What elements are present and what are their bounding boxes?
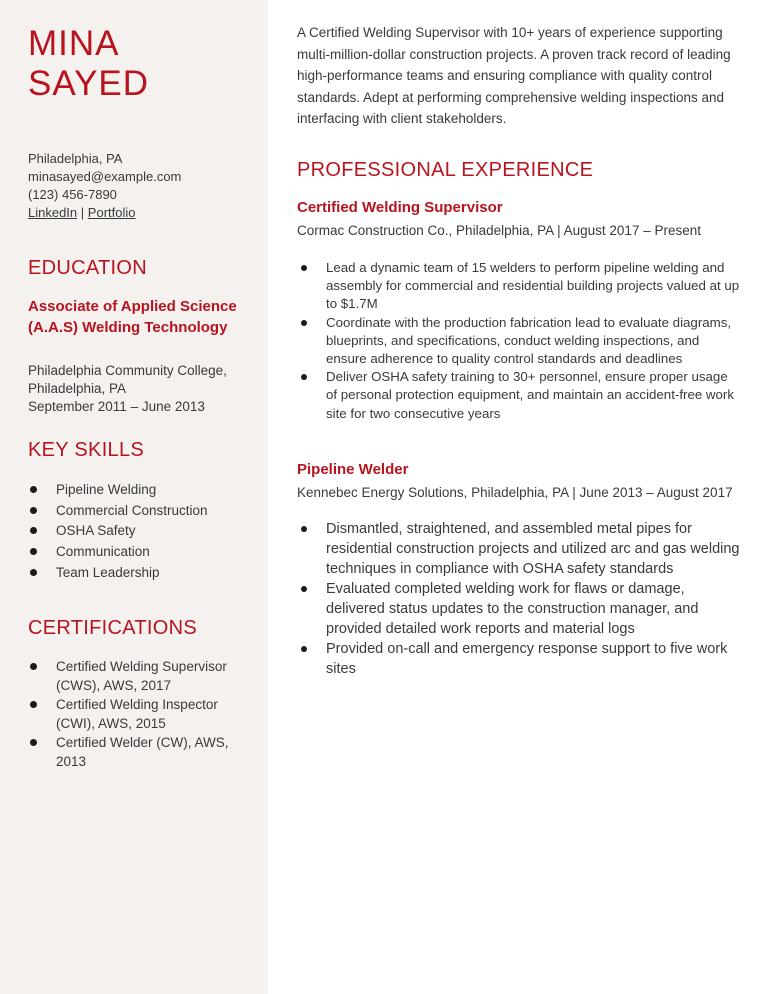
- professional-summary: A Certified Welding Supervisor with 10+ years of experience supporting multi-million-dollar construction projects. A proven track record of leading high-performance teams and ensuring compliance with quality control standards. Adept at performing comprehensive welding inspections and interfacing with client stakeholders.: [297, 25, 731, 126]
- job-meta: Cormac Construction Co., Philadelphia, PA | August 2017 – Present: [297, 223, 701, 238]
- candidate-name: [28, 24, 149, 104]
- contact-block: [28, 150, 181, 222]
- job-bullets: [297, 259, 742, 423]
- portfolio-link[interactable]: Portfolio: [87, 205, 136, 220]
- degree-title: Associate of Applied Science (A.A.S) Welding Technology: [28, 298, 237, 336]
- job-bullet: Dismantled, straightened, and assembled metal pipes for residential construction projects and utilized arc and gas welding techniques in compliance with OSHA safety standards: [297, 519, 742, 579]
- link-separator: |: [80, 205, 85, 220]
- certification-item: Certified Welding Inspector (CWI), AWS, 2015: [28, 695, 243, 733]
- job-bullet: Evaluated completed welding work for flaws or damage, delivered status updates to the construction manager, and provided detailed work reports and material logs: [297, 579, 742, 639]
- certifications-list: [28, 657, 243, 771]
- email: minasayed@example.com: [28, 169, 182, 184]
- certifications-heading: CERTIFICATIONS: [28, 617, 198, 639]
- first-name: MINA: [28, 24, 120, 63]
- skills-heading: KEY SKILLS: [28, 439, 145, 461]
- certification-item: Certified Welding Supervisor (CWS), AWS, 2017: [28, 657, 243, 695]
- job-title: Certified Welding Supervisor: [297, 199, 503, 216]
- education-heading: EDUCATION: [28, 257, 147, 279]
- certification-item: Certified Welder (CW), AWS, 2013: [28, 733, 243, 771]
- skill-item: Communication: [28, 542, 243, 563]
- education-details: [28, 362, 258, 416]
- location: Philadelphia, PA: [28, 151, 123, 166]
- job-bullets: [297, 519, 742, 679]
- job-bullet: Lead a dynamic team of 15 welders to perform pipeline welding and assembly for commercial and residential building projects valued at up to $1.7M: [297, 259, 742, 314]
- phone: (123) 456-7890: [28, 187, 117, 202]
- profile-links: [28, 204, 181, 222]
- skills-list: [28, 480, 243, 584]
- skill-item: Pipeline Welding: [28, 480, 243, 501]
- job-bullet: Provided on-call and emergency response support to five work sites: [297, 639, 742, 679]
- skill-item: Team Leadership: [28, 563, 243, 584]
- job-meta: Kennebec Energy Solutions, Philadelphia, PA | June 2013 – August 2017: [297, 485, 733, 500]
- education-dates: September 2011 – June 2013: [28, 399, 205, 414]
- job-bullet: Deliver OSHA safety training to 30+ personnel, ensure proper usage of personal protection equipment, and maintain an accident-free work site for two consecutive years: [297, 368, 742, 423]
- linkedin-link[interactable]: LinkedIn: [28, 205, 78, 220]
- job-bullet: Coordinate with the production fabrication lead to evaluate diagrams, blueprints, and specifications, conduct welding inspections, and ensure adherence to quality control standards and deadlines: [297, 314, 742, 369]
- last-name: SAYED: [28, 64, 150, 103]
- skill-item: Commercial Construction: [28, 501, 243, 522]
- job-title: Pipeline Welder: [297, 461, 409, 478]
- experience-heading: PROFESSIONAL EXPERIENCE: [297, 159, 594, 181]
- skill-item: OSHA Safety: [28, 521, 243, 542]
- school-name: Philadelphia Community College, Philadelphia, PA: [28, 363, 227, 396]
